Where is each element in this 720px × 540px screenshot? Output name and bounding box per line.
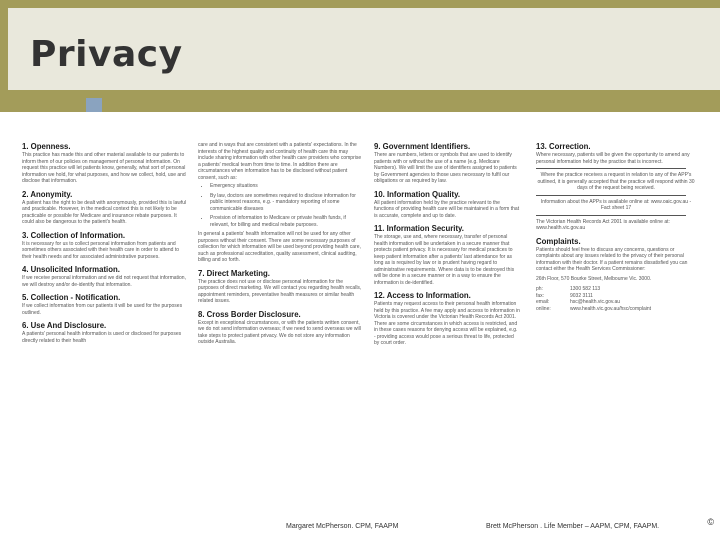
column-2 bbox=[198, 142, 362, 514]
section-text: Patients may request access to their personal health information held by this practice. A fee may apply and access to information in Victoria is covered under the Victorian Health Records Act 2001. There are some circumstances in which access is restricted, and in these cases reasons for denying access will be explained, e.g. - providing access would pose a serious threat to life, protected by court order. bbox=[374, 301, 520, 346]
footer-left: Margaret McPherson. CPM, FAAPM bbox=[286, 523, 399, 530]
section-text: The practice does not use or disclose personal information for the purposes of direct marketing. We will contact you regarding health recalls, appointment reminders, preventative health measures or similar health related issues. bbox=[198, 278, 362, 304]
section-text: Where necessary, patients will be given the opportunity to amend any personal information held by the practice that is incorrect. bbox=[536, 152, 690, 165]
section-heading: 4. Unsolicited Information. bbox=[22, 265, 120, 274]
section-text: Patients should feel free to discuss any concerns, questions or complaints about any issues related to the privacy of their personal information with their doctor. If a patient remains dissatisfied you can contact either the Health Services Commissioner: bbox=[536, 246, 688, 272]
section-text: A patient has the right to be dealt with anonymously, provided this is lawful and practicable. However, in the medical context this is not likely to be practicable or possible for Medicare and insurance rebate purposes. It could also be dangerous to the patient's health. bbox=[22, 199, 187, 225]
request-note: Where the practice receives a request in relation to any of the APP's outlined, it is generally accepted that the practice will respond within 30 days of the request being received. bbox=[537, 172, 695, 191]
contact-value: hsc@health.vic.gov.au bbox=[570, 299, 621, 305]
app-info: Information about the APPs is available online at: www.oaic.gov.au - Fact sheet 17 bbox=[540, 198, 692, 211]
section-heading: 1. Openness. bbox=[22, 142, 71, 151]
stripe-olive-right bbox=[102, 98, 720, 112]
divider bbox=[536, 195, 686, 196]
section-heading: 9. Government Identifiers. bbox=[374, 142, 471, 151]
contact-value: 1300 582 113 bbox=[570, 286, 601, 292]
column-4 bbox=[536, 142, 696, 514]
section-text: All patient information held by the practice relevant to the functions of providing health care will be maintained in a form that is accurate, complete and up to date. bbox=[374, 199, 520, 219]
section-heading: 3. Collection of Information. bbox=[22, 230, 126, 240]
copyright-symbol: © bbox=[707, 517, 714, 527]
section-text: In general a patients' health information will not be used for any other purposes without their consent. There are some necessary purposes of collection for which information will be used beyond providing health care, such as professional accreditation, quality assessment, clinical auditing, billing and so forth. bbox=[198, 231, 361, 263]
address: 26th Floor, 570 Bourke Street, Melbourne Vic. 3000. bbox=[536, 275, 652, 282]
section-heading: 5. Collection - Notification. bbox=[22, 293, 121, 302]
footer-right: Brett McPherson . Life Member – AAPM, CPM, FAAPM. bbox=[486, 523, 660, 530]
section-text: Except in exceptional circumstances, or with the patients written consent, we do not send information overseas; if we need to send overseas we will take steps to protect patient privacy. We do not store any information outside Australia. bbox=[198, 319, 361, 345]
divider bbox=[536, 168, 686, 169]
column-3 bbox=[374, 142, 520, 514]
contact-label: online: bbox=[536, 305, 551, 312]
document-page bbox=[0, 112, 720, 540]
section-heading: 8. Cross Border Disclosure. bbox=[198, 309, 301, 319]
section-text: If we collect information from our patients it will be used for the purposes outlined. bbox=[22, 303, 183, 316]
section-heading: 12. Access to Information. bbox=[374, 291, 471, 300]
contact-list bbox=[536, 286, 696, 312]
section-text: A patients' personal health information is used or disclosed for purposes directly related to their health bbox=[22, 331, 182, 344]
page-title: Privacy bbox=[30, 34, 183, 75]
section-text: It is necessary for us to collect personal information from patients and sometimes others associated with their health care in order to attend to their health needs and for associated administrative purposes. bbox=[22, 240, 180, 260]
section-heading: 7. Direct Marketing. bbox=[198, 268, 270, 278]
section-heading: 13. Correction. bbox=[536, 142, 591, 151]
list-item: • Provision of information to Medicare or private health funds, if relevant, for billing and medical rebate purposes. bbox=[210, 215, 362, 228]
vic-info: The Victorian Health Records Act 2001 is available online at: www.health.vic.gov.au bbox=[536, 218, 670, 231]
column-1 bbox=[22, 142, 190, 514]
section-text: There are numbers, letters or symbols that are used to identify patients with or without the use of a name (e.g. Medicare Numbers). We will limit the use of identifiers assigned to patients by Government agencies to those uses necessary to fulfil our obligations or as required by law. bbox=[374, 152, 517, 184]
contact-value: 9032 3111 bbox=[570, 292, 593, 299]
contact-label: ph: bbox=[536, 286, 543, 292]
section-heading: 10. Information Quality. bbox=[374, 189, 461, 199]
frame-top bbox=[0, 0, 720, 8]
section-text: This practice has made this and other material available to our patients to inform them of our policies on management of personal information. On request this practice will let patients know, generally, what sort of personal information we hold, for what purposes, and how we collect, hold, use and disclose that information. bbox=[22, 152, 186, 184]
section-heading: 6. Use And Disclosure. bbox=[22, 321, 107, 330]
divider bbox=[536, 215, 686, 216]
section-text: The storage, use and, where necessary, transfer of personal health information will be undertaken in a secure manner that protects patient privacy. It is necessary for medical practices to keep patient information after a patients' last attendance for as long as is required by law or is prudent having regard to administrative requirements. Where data is to be destroyed this will be done in a secure manner or in a way to ensure the information is de-identified. bbox=[374, 234, 515, 286]
section-heading: 11. Information Security. bbox=[374, 224, 464, 233]
list-item: • By law, doctors are sometimes required to disclose information for public interest reasons, e.g. - mandatory reporting of some communicable diseases bbox=[210, 193, 362, 213]
section-heading: Complaints. bbox=[536, 236, 581, 246]
section-heading: 2. Anonymity. bbox=[22, 189, 73, 199]
stripe-olive-left bbox=[0, 98, 86, 112]
contact-value: www.health.vic.gov.au/hsc/complaint bbox=[570, 305, 652, 312]
list-item: • Emergency situations bbox=[210, 183, 362, 190]
disclosure-list bbox=[198, 183, 362, 228]
frame-divider bbox=[0, 90, 720, 98]
title-box bbox=[8, 8, 720, 90]
contact-label: fax: bbox=[536, 292, 545, 299]
section-text: care and in ways that are consistent with a patients' expectations. In the interests of the highest quality and continuity of health care this may include sharing information with other health care providers who comprise a patients' medical team from time to time. In addition there are circumstances when information has to be disclosed without patient consent, such as: bbox=[198, 142, 362, 181]
section-text: If we receive personal information and we did not request that information, we will destroy and/or de-identify that information. bbox=[22, 275, 186, 288]
stripe-blue bbox=[86, 98, 102, 112]
contact-label: email: bbox=[536, 299, 550, 305]
